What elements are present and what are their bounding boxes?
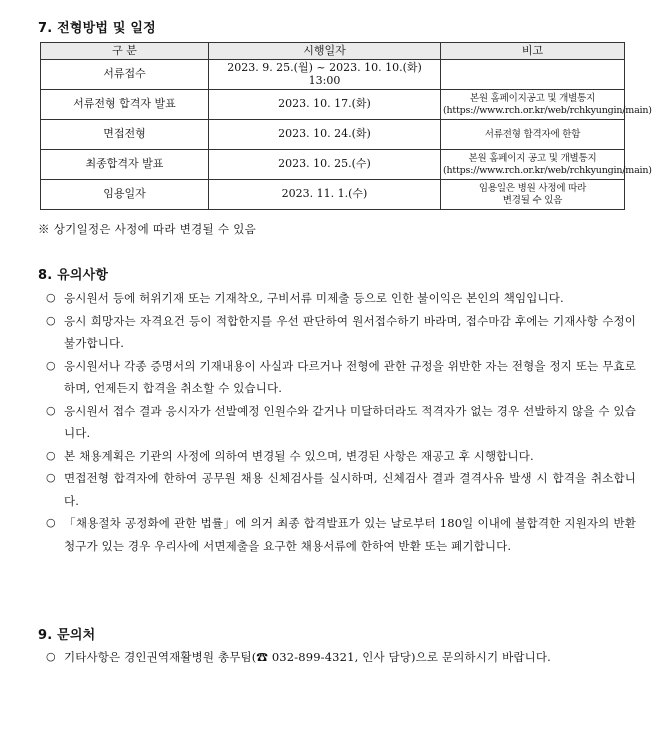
schedule-note-line: 본원 홈페이지공고 및 개별통지	[469, 93, 596, 105]
notice-item	[46, 445, 636, 468]
schedule-date: 2023. 11. 1.(수)	[209, 180, 441, 210]
schedule-note	[441, 90, 652, 120]
contact-text: 기타사항은 경인권역재활병원 총무팀(☎ 032-899-4321, 인사 담당)으로 문의하시기 바랍니다.	[64, 650, 551, 664]
notice-text: 응시원서 접수 결과 응시자가 선발예정 인원수와 같거나 미달하더라도 적격자가 없는 경우 선발하지 않을 수 있습니다.	[64, 403, 636, 440]
notice-list	[46, 287, 636, 557]
contact-item	[46, 646, 636, 669]
schedule-date: 2023. 10. 24.(화)	[209, 120, 441, 150]
schedule-note-line: 본원 홈페이지 공고 및 개별통지	[468, 153, 597, 165]
notice-text: 응시원서 등에 허위기재 또는 기재착오, 구비서류 미제출 등으로 인한 불이익은 본인의 책임입니다.	[64, 291, 564, 305]
schedule-row	[41, 60, 625, 90]
schedule-note-line: 변경될 수 있음	[502, 194, 563, 206]
bullet-icon: ○	[46, 313, 56, 327]
notice-text: 면접전형 합격자에 한하여 공무원 채용 신체검사를 실시하며, 신체검사 결과 결격사유 발생 시 합격을 취소합니다.	[64, 471, 636, 508]
schedule-note-line: 임용일은 병원 사정에 따라	[478, 183, 587, 195]
schedule-note-line: (https://www.rch.or.kr/web/rchkyungin/main)	[443, 104, 652, 116]
section-7-title: 7. 전형방법 및 일정	[38, 21, 156, 36]
schedule-note-line: 서류전형 합격자에 한함	[484, 128, 581, 140]
schedule-row	[41, 150, 625, 180]
schedule-date: 2023. 10. 25.(수)	[209, 150, 441, 180]
schedule-note	[441, 150, 652, 180]
header-date: 시행일자	[209, 43, 441, 60]
notice-text: 응시 희망자는 자격요건 등이 적합한지를 우선 판단하여 원서접수하기 바라며, 접수마감 후에는 기재사항 수정이 불가합니다.	[64, 313, 636, 350]
schedule-category: 서류전형 합격자 발표	[41, 90, 209, 120]
notice-item	[46, 310, 636, 355]
schedule-row	[41, 180, 625, 210]
schedule-date: 2023. 9. 25.(월) ~ 2023. 10. 10.(화) 13:00	[209, 60, 441, 90]
bullet-icon: ○	[46, 448, 56, 462]
bullet-icon: ○	[46, 358, 56, 372]
bullet-icon: ○	[46, 650, 56, 663]
schedule-row	[41, 120, 625, 150]
schedule-header-row	[41, 43, 625, 60]
schedule-footnote: ※ 상기일정은 사정에 따라 변경될 수 있음	[38, 222, 257, 236]
notice-item	[46, 400, 636, 445]
notice-text: 본 채용계획은 기관의 사정에 의하여 변경될 수 있으며, 변경된 사항은 재공고 후 시행합니다.	[64, 448, 534, 463]
notice-item	[46, 287, 636, 310]
notice-item	[46, 512, 636, 557]
schedule-category: 최종합격자 발표	[41, 150, 209, 180]
notice-text: 응시원서나 각종 증명서의 기재내용이 사실과 다르거나 전형에 관한 규정을 위반한 자는 전형을 정지 또는 무효로 하며, 언제든지 합격을 취소할 수 있습니다.	[64, 358, 636, 395]
bullet-icon: ○	[46, 291, 56, 304]
notice-text: 「채용절차 공정화에 관한 법률」에 의거 최종 합격발표가 있는 날로부터 180일 이내에 불합격한 지원자의 반환청구가 있는 경우 우리사에 서면제출을 요구한 채용서류에 한하여 반환 또는 폐기합니다.	[64, 516, 636, 553]
header-note: 비고	[441, 43, 625, 60]
notice-item	[46, 355, 636, 400]
schedule-category: 서류접수	[41, 60, 209, 90]
schedule-note	[441, 180, 625, 210]
schedule-note-line: (https://www.rch.or.kr/web/rchkyungin/main)	[443, 164, 652, 176]
schedule-category: 임용일자	[41, 180, 209, 210]
notice-item	[46, 467, 636, 512]
schedule-note	[441, 120, 625, 150]
section-8-title: 8. 유의사항	[38, 268, 109, 283]
schedule-row	[41, 90, 625, 120]
bullet-icon: ○	[46, 403, 56, 417]
section-9-title: 9. 문의처	[38, 628, 96, 643]
schedule-date: 2023. 10. 17.(화)	[209, 90, 441, 120]
schedule-table	[40, 42, 652, 210]
schedule-category: 면접전형	[41, 120, 209, 150]
bullet-icon: ○	[46, 471, 56, 484]
schedule-note	[441, 60, 625, 90]
bullet-icon: ○	[46, 516, 56, 529]
header-category: 구 분	[41, 43, 209, 60]
